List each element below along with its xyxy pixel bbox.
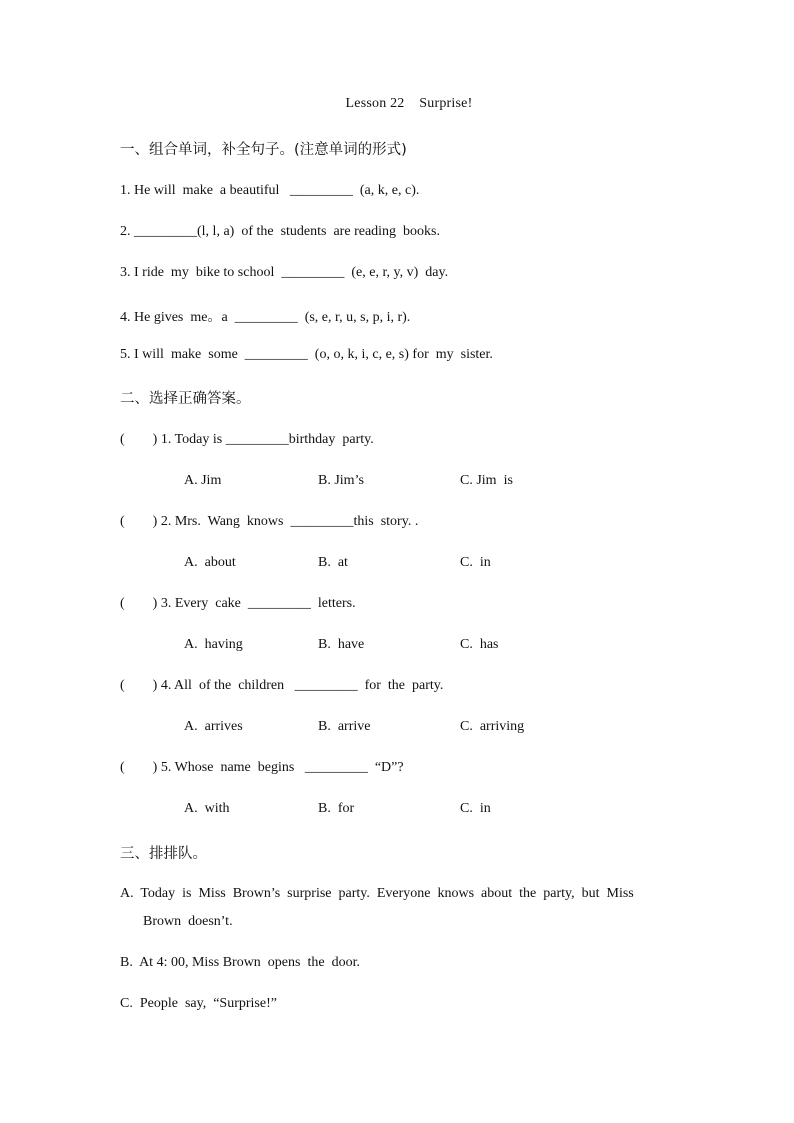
question-5-option-c: C. in <box>460 801 491 816</box>
question-5-option-a: A. with <box>184 801 230 816</box>
question-1-option-a: A. Jim <box>184 473 222 488</box>
question-3-option-b: B. have <box>318 637 365 652</box>
sentence-b: B. At 4: 00, Miss Brown opens the door. <box>120 955 360 970</box>
question-4-option-c: C. arriving <box>460 719 525 734</box>
section3-heading: 三、排排队。 <box>120 846 207 862</box>
sentence-c: C. People say, “Surprise!” <box>120 996 277 1011</box>
question-1-option-c: C. Jim is <box>460 473 513 488</box>
question-2-option-c: C. in <box>460 555 491 570</box>
question-4-option-a: A. arrives <box>184 719 243 734</box>
question-1-stem: ( ) 1. Today is _________birthday party. <box>120 432 374 447</box>
question-3-stem: ( ) 3. Every cake _________ letters. <box>120 596 356 611</box>
section1-item-1: 1. He will make a beautiful _________ (a, k, e, c). <box>120 183 420 198</box>
section1-heading: 一、组合单词，补全句子。(注意单词的形式) <box>120 142 407 158</box>
question-5-stem: ( ) 5. Whose name begins _________ “D”? <box>120 760 404 775</box>
section2-heading: 二、选择正确答案。 <box>120 391 251 407</box>
question-5-option-b: B. for <box>318 801 355 816</box>
question-3-option-c: C. has <box>460 637 499 652</box>
question-3-option-a: A. having <box>184 637 243 652</box>
question-2-option-b: B. at <box>318 555 348 570</box>
section1-item-4: 4. He gives me。a _________ (s, e, r, u, s, p, i, r). <box>120 310 411 325</box>
sentence-a-line2: Brown doesn’t. <box>143 914 233 929</box>
section1-item-5: 5. I will make some _________ (o, o, k, i, c, e, s) for my sister. <box>120 347 493 362</box>
question-2-option-a: A. about <box>184 555 236 570</box>
sentence-a-line1: A. Today is Miss Brown’s surprise party. Everyone knows about the party, but Miss <box>120 886 634 901</box>
question-1-option-b: B. Jim’s <box>318 473 364 488</box>
question-2-stem: ( ) 2. Mrs. Wang knows _________this story. . <box>120 514 419 529</box>
section1-item-2: 2. _________(l, l, a) of the students are reading books. <box>120 224 440 239</box>
question-4-stem: ( ) 4. All of the children _________ for the party. <box>120 678 444 693</box>
page-title: Lesson 22 Surprise! <box>345 96 473 111</box>
question-4-option-b: B. arrive <box>318 719 371 734</box>
section1-item-3: 3. I ride my bike to school _________ (e, e, r, y, v) day. <box>120 265 449 280</box>
